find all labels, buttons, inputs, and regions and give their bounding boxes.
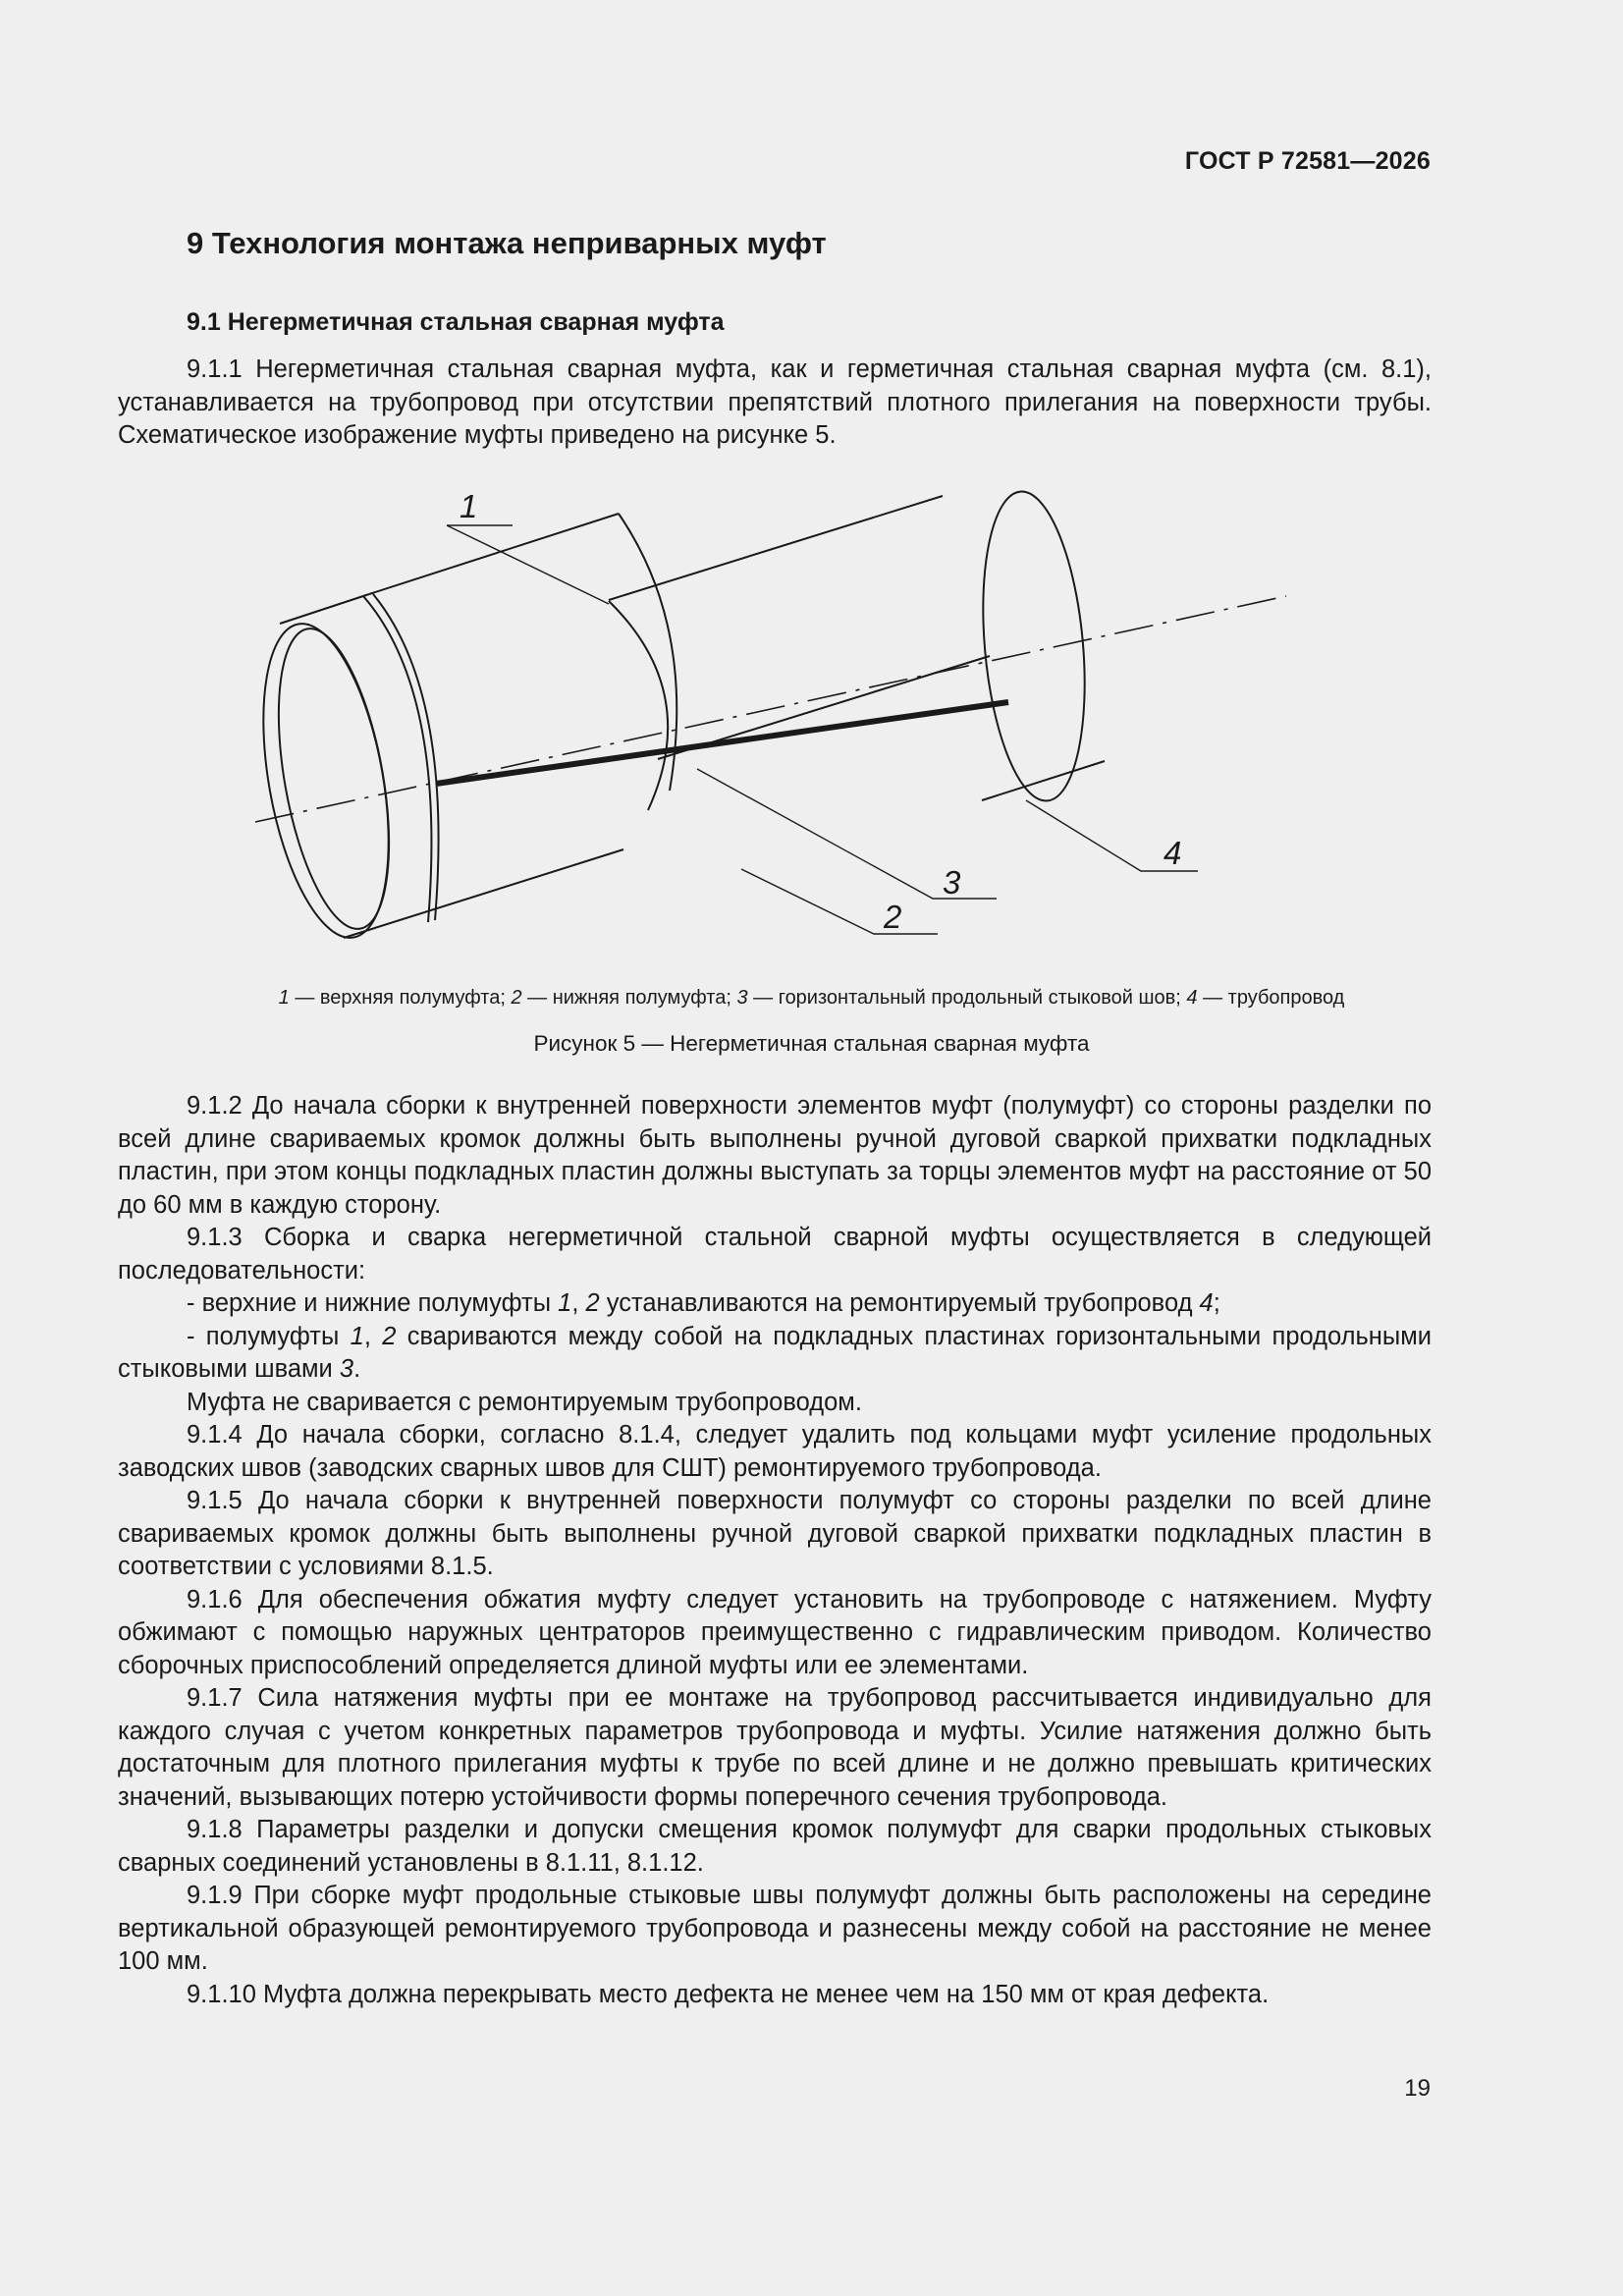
sleeve-left-top-edge (280, 594, 369, 624)
list-item-2: - полумуфты 1, 2 свариваются между собой на подкладных пластинах горизонтальными продольными стыковыми швами 3. (118, 1322, 1432, 1383)
list-item-1: - верхние и нижние полумуфты 1, 2 устанавливаются на ремонтируемый трубопровод 4; (187, 1289, 1220, 1317)
sleeve-diagram (236, 466, 1345, 957)
paragraph-9-1-8: 9.1.8 Параметры разделки и допуски смещения кромок полумуфт для сварки продольных стыковых сварных соединений установлены в 8.1.11, 8.1.12. (118, 1816, 1432, 1877)
legend-text-2: — нижняя полумуфта; (521, 987, 737, 1009)
document-code: ГОСТ Р 72581—2026 (1184, 147, 1431, 175)
leader-line-1 (447, 525, 609, 604)
paragraph-9-1-10: 9.1.10 Муфта должна перекрывать место дефекта не менее чем на 150 мм от края дефекта. (187, 1980, 1270, 2008)
collar-ring-inner (373, 594, 439, 920)
sleeve-bottom-edge (344, 849, 623, 938)
figure-caption: Рисунок 5 — Негерметичная стальная сварная муфта (533, 1031, 1090, 1056)
pipeline-end-ellipse (971, 487, 1096, 805)
paragraph-9-1-4: 9.1.4 До начала сборки, согласно 8.1.4, следует удалить под кольцами муфт усиление продольных заводских швов (заводских сварных швов для СШТ) ремонтируемого трубопровода. (118, 1421, 1432, 1482)
collar-ring-outer (363, 596, 431, 922)
label-4: 4 (1163, 835, 1182, 871)
legend-text-4: — трубопровод (1197, 987, 1345, 1009)
paragraph-9-1-3: 9.1.3 Сборка и сварка негерметичной стальной сварной муфты осуществляется в следующей последовательности: (118, 1224, 1432, 1285)
joint-ring (609, 601, 668, 810)
paragraph-9-1-1: 9.1.1 Негерметичная стальная сварная муфта, как и герметичная стальная сварная муфта (см. 8.1), устанавливается на трубопровод при отсутствии препятствий плотного прилегания на поверхности трубы. Схематическое изображение муфты приведено на рисунке 5. (118, 355, 1432, 449)
paragraph-9-1-2: 9.1.2 До начала сборки к внутренней поверхности элементов муфт (полумуфт) со стороны разделки по всей длине свариваемых кромок должны быть выполнены ручной дуговой сваркой прихватки подкладных пластин, при этом концы подкладных пластин должны выступать за торцы элементов муфт на расстояние от 50 до 60 мм в каждую сторону. (118, 1092, 1432, 1219)
pipe-axis-line (255, 596, 1286, 822)
legend-text-1: — верхняя полумуфта; (289, 987, 512, 1009)
legend-num-2: 2 (511, 987, 522, 1009)
sleeve-front-ring-inner (259, 621, 408, 938)
label-1: 1 (460, 488, 478, 524)
longitudinal-weld-seam (436, 702, 1008, 784)
legend-text-3: — горизонтальный продольный стыковой шов; (747, 987, 1187, 1009)
pipeline-top-edge (609, 496, 943, 600)
paragraph-9-1-7: 9.1.7 Сила натяжения муфты при ее монтаже на трубопровод рассчитывается индивидуально для каждого случая с учетом конкретных параметров трубопровода и муфты. Усилие натяжения должно быть достаточным для плотного прилегания муфты к трубе по всей длине и не должно превышать критических значений, вызывающих потерю устойчивости формы поперечного сечения трубопровода. (118, 1684, 1432, 1811)
paragraph-9-1-5: 9.1.5 До начала сборки к внутренней поверхности полумуфт со стороны разделки по всей длине свариваемых кромок должны быть выполнены ручной дуговой сваркой прихватки подкладных пластин в соответствии с условиями 8.1.5. (118, 1487, 1432, 1580)
intro-text (118, 354, 1432, 453)
label-3: 3 (943, 864, 961, 901)
paragraph-9-1-6: 9.1.6 Для обеспечения обжатия муфту следует установить на трубопроводе с натяжением. Муфту обжимают с помощью наружных центраторов преимущественно с гидравлическим приводом. Количество сборочных приспособлений определяется длиной муфты или ее элементами. (118, 1585, 1432, 1679)
legend-num-1: 1 (278, 987, 290, 1009)
figure-legend (0, 987, 1623, 1010)
page-number: 19 (1404, 2075, 1431, 2102)
paragraph-9-1-9: 9.1.9 При сборке муфт продольные стыковые швы полумуфт должны быть расположены на середине вертикальной образующей ремонтируемого трубопровода и разнесены между собой на расстояние не менее 100 мм. (118, 1882, 1432, 1975)
label-2: 2 (884, 899, 902, 935)
leader-line-2 (741, 869, 938, 934)
body-text (118, 1090, 1432, 2011)
legend-num-3: 3 (736, 987, 748, 1009)
paragraph-note: Муфта не сваривается с ремонтируемым трубопроводом. (187, 1388, 862, 1416)
subsection-title: 9.1 Негерметичная стальная сварная муфта (187, 308, 725, 336)
pipeline-bottom-edge (982, 761, 1105, 800)
section-title: 9 Технология монтажа неприварных муфт (187, 226, 827, 260)
legend-num-4: 4 (1186, 987, 1198, 1009)
